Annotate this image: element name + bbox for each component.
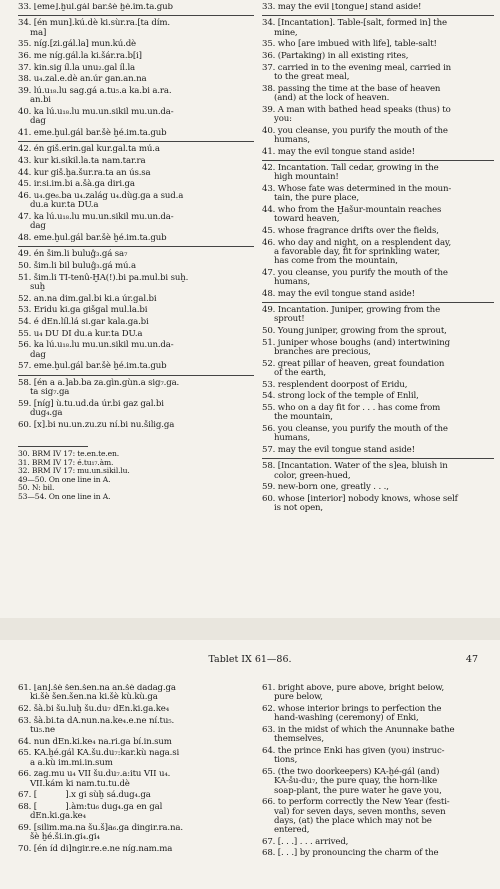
text-entry	[262, 381, 494, 390]
text-line: 38. u₄.zal.e.dè an.úr gan.an.na	[18, 74, 147, 85]
text-line: 43. Whose fate was determined in the moun-	[262, 183, 452, 194]
text-entry	[262, 446, 494, 455]
text-entry	[18, 330, 254, 339]
text-line: 39. A man with bathed head speaks (thus) to	[262, 104, 451, 115]
text-entry	[262, 290, 494, 299]
text-entry	[18, 749, 254, 768]
footnote: 50. N: bil.	[18, 483, 55, 493]
text-entry	[18, 40, 254, 49]
section-divider	[262, 302, 494, 303]
text-entry	[262, 206, 494, 225]
english-lines	[262, 3, 494, 514]
text-entry	[262, 339, 494, 358]
text-line: 58. [Incantation. Water of the s]ea, bluish in	[262, 461, 448, 472]
text-entry	[262, 392, 494, 401]
text-line: 37. carried in to the evening meal, carried in	[262, 62, 452, 73]
text-line: 62. whose interior brings to perfection the	[262, 703, 442, 714]
text-line: VII.kám ki nam.tu.tu.dè	[30, 778, 130, 789]
text-line: 59. [níg] ù.tu.ud.da úr.bi gaz gal.bi	[18, 398, 164, 409]
text-line: toward heaven,	[274, 214, 340, 225]
text-line: has come from the mountain,	[274, 256, 398, 267]
footnote: 53—54. On one line in A.	[18, 491, 111, 501]
text-line: ta sig₇.ga	[30, 387, 70, 397]
text-line: tions,	[274, 755, 298, 766]
text-line: suḫ	[30, 281, 46, 292]
text-line: 68. [. . .] by pronouncing the charm of the	[262, 848, 439, 859]
text-line: dag	[30, 349, 46, 360]
text-line: 41. may the evil tongue stand aside!	[262, 146, 415, 157]
text-entry	[18, 306, 254, 315]
text-entry	[18, 379, 254, 398]
text-line: branches are precious,	[274, 347, 371, 358]
text-line: sprout!	[274, 314, 305, 325]
text-line: 60. [x].bi nu.un.zu.zu ní.bi nu.šilig.ga	[18, 419, 175, 430]
text-entry	[18, 705, 254, 714]
text-line: dEn.ki.ga.ke₄	[30, 811, 86, 822]
text-entry	[18, 362, 254, 371]
text-entry	[18, 295, 254, 304]
running-header: Tablet IX 61—86.	[208, 654, 292, 665]
text-entry	[262, 404, 494, 423]
text-line: a a.kù im.mi.in.sum	[30, 757, 113, 768]
text-entry	[262, 327, 494, 336]
text-line: is not open,	[274, 503, 324, 514]
footnote: 49—50. On one line in A.	[18, 474, 111, 484]
text-entry	[262, 726, 494, 745]
section-divider	[262, 458, 494, 459]
text-line: 68. [ ].àm:tu₆ dug₄.ga en gal	[18, 802, 163, 812]
text-line: 60. whose [interior] nobody knows, whose self	[262, 494, 458, 505]
text-entry	[18, 400, 254, 419]
text-line: 37. kin.sig íl.la unu₂.gal íl.la	[18, 62, 136, 73]
text-entry	[262, 768, 494, 796]
text-line: 65. KA.ḫé.gál KA.šu.du₇:kar.kù naga.si	[18, 748, 180, 759]
text-line: 49. Incantation. Juniper, growing from the	[262, 305, 440, 316]
text-line: 54. strong lock of the temple of Enlil,	[262, 391, 419, 402]
text-line: 63. in the midst of which the Anunnake bathe	[262, 724, 455, 735]
text-line: dag	[30, 221, 46, 232]
text-entry	[18, 234, 254, 243]
text-line: humans,	[274, 277, 310, 288]
text-entry	[18, 213, 254, 232]
text-entry	[18, 684, 254, 703]
text-line: 57. may the evil tongue stand aside!	[262, 445, 415, 456]
text-line: 41. eme.ḫul.gál bar.šè ḫé.im.ta.gub	[18, 128, 167, 138]
text-line: 36. (Partaking) in all existing rites,	[262, 50, 409, 61]
text-entry	[18, 157, 254, 166]
text-line: ma]	[30, 27, 47, 38]
text-line: dag	[30, 116, 46, 127]
text-entry	[262, 360, 494, 379]
text-entry	[262, 3, 494, 12]
text-line: (and) at the lock of heaven.	[274, 92, 390, 103]
text-line: 63. šà.bi.ta dA.nun.na.ke₄.e.ne ní.tu₅.	[18, 715, 175, 726]
text-line: 40. you cleanse, you purify the mouth of the	[262, 125, 448, 136]
text-line: 62. šà.bi šu.luḫ šu.du₇ dEn.ki.ga.ke₄	[18, 703, 170, 714]
text-line: days, (at) the place which may not be	[274, 815, 432, 826]
text-entry	[18, 274, 254, 293]
text-line: 47. ka lú.u₁₈.lu mu.un.sikil mu.un.da-	[18, 212, 174, 223]
text-entry	[18, 180, 254, 189]
english-column	[262, 3, 494, 615]
section-divider	[262, 160, 494, 161]
text-line: 44. who from the Ḫašur-mountain reaches	[262, 204, 442, 215]
text-entry	[18, 52, 254, 61]
english-lines	[262, 684, 494, 859]
text-line: 43. kur ki.sikil.la.ta nam.tar.ra	[18, 155, 146, 166]
text-line: 42. Incantation. Tall cedar, growing in the	[262, 162, 439, 173]
text-line: entered,	[274, 825, 310, 836]
sumerian-lines	[18, 684, 254, 854]
text-entry	[262, 64, 494, 83]
footnote: 31. BRM IV 17: é.tu₁₇.àm.	[18, 457, 114, 467]
footnote-rule	[18, 446, 88, 447]
page-lower	[0, 640, 500, 889]
text-entry	[262, 106, 494, 125]
text-line: 65. (the two doorkeepers) KA-ḫé-gál (and)	[262, 766, 440, 777]
text-line: high mountain!	[274, 172, 339, 183]
text-entry	[262, 462, 494, 481]
text-line: 53. resplendent doorpost of Eridu,	[262, 379, 408, 390]
text-line: 56. you cleanse, you purify the mouth of the	[262, 424, 448, 435]
text-line: 67. [ ].x gi sùḫ sá.dug₄.ga	[18, 790, 151, 801]
text-line: pure below,	[274, 692, 323, 703]
text-line: soap-plant, the pure water he gave you,	[274, 785, 442, 796]
text-line: 50. Young juniper, growing from the sprout,	[262, 326, 447, 337]
text-line: 34. [Incantation]. Table-[salt, formed in] the	[262, 18, 447, 29]
text-entry	[262, 40, 494, 49]
text-entry	[262, 705, 494, 724]
text-entry	[18, 824, 254, 843]
text-entry	[18, 19, 254, 38]
text-entry	[262, 185, 494, 204]
text-line: 48. eme.ḫul.gál bar.šè ḫé.im.ta.gub	[18, 233, 167, 244]
text-line: 38. passing the time at the base of heaven	[262, 83, 441, 94]
text-line: 55. u₄ DU DI du.a kur.ta DU.a	[18, 328, 143, 339]
text-line: ki.šè šen.šen.na ki.šè kù.kù.ga	[30, 692, 158, 703]
text-line: hand-washing (ceremony) of Enki,	[274, 713, 419, 724]
text-line: 40. ka lú.u₁₈.lu mu.un.sikil mu.un.da-	[18, 107, 174, 118]
text-entry	[262, 85, 494, 104]
text-line: 52. an.na dim.gal.bi ki.a úr.gal.bi	[18, 293, 157, 304]
text-line: 51. juniper whose boughs (and) intertwining	[262, 337, 450, 348]
text-line: 57. eme.ḫul.gál bar.šè ḫé.im.ta.gub	[18, 361, 167, 372]
text-line: 56. ka lú.u₁₈.lu mu.un.sikil mu.un.da-	[18, 340, 174, 351]
text-line: 47. you cleanse, you purify the mouth of the	[262, 267, 448, 278]
text-entry	[262, 495, 494, 514]
section-divider	[18, 141, 254, 142]
text-line: 33. [eme].ḫul.gál bar.šè ḫé.im.ta.gub	[18, 3, 173, 12]
text-entry	[18, 192, 254, 211]
text-line: 58. [én a a.]ab.ba za.gìn.gùn.a sig₇.ga.	[18, 377, 180, 388]
text-entry	[18, 791, 254, 800]
text-entry	[18, 717, 254, 736]
text-line: 66. zag.mu u₄ VII šu.du₇.a:itu VII u₄.	[18, 769, 171, 780]
text-line: tain, the pure place,	[274, 193, 359, 204]
text-line: of the earth,	[274, 368, 326, 379]
text-line: 42. én giš.erin.gal kur.gal.ta mú.a	[18, 144, 160, 155]
text-line: 36. me níg.gál.la ki.šár.ra.b[i]	[18, 50, 142, 61]
text-line: 54. é dEn.líl.lá si.gar kala.ga.bi	[18, 317, 149, 328]
text-entry	[18, 262, 254, 271]
text-entry	[18, 770, 254, 789]
text-entry	[262, 798, 494, 835]
text-entry	[262, 425, 494, 444]
text-line: an.bi	[30, 95, 51, 106]
text-entry	[262, 838, 494, 847]
section-divider	[18, 375, 254, 376]
text-line: 45. whose fragrance drifts over the fields,	[262, 225, 439, 236]
text-entry	[262, 849, 494, 858]
text-entry	[18, 64, 254, 73]
text-line: 45. ir.si.im.bi a.šà.ga diri.ga	[18, 179, 135, 190]
text-line: KA-šu-du₇, the pure quay, the horn-like	[274, 776, 438, 787]
text-line: 49. én šim.li buluĝ₃.gá sa₇	[18, 249, 128, 260]
text-entry	[18, 318, 254, 327]
text-line: 35. níg.[zi.gál.la] mun.kú.dè	[18, 39, 136, 50]
section-divider	[18, 15, 254, 16]
text-line: humans,	[274, 134, 310, 145]
text-line: 50. šim.li bil buluĝ₃.gá mú.a	[18, 261, 136, 271]
text-line: 33. may the evil [tongue] stand aside!	[262, 3, 422, 12]
text-entry	[18, 250, 254, 259]
text-line: mine,	[274, 27, 298, 38]
text-line: 53. Eridu ki.ga gišgal mul.la.bi	[18, 305, 148, 316]
text-line: 66. to perform correctly the New Year (festi-	[262, 797, 450, 808]
text-entry	[18, 87, 254, 106]
text-entry	[18, 129, 254, 138]
text-line: 46. who day and night, on a resplendent day,	[262, 237, 452, 248]
sumerian-column	[18, 3, 254, 603]
text-entry	[262, 164, 494, 183]
text-line: 48. may the evil tongue stand aside!	[262, 288, 415, 299]
text-entry	[18, 738, 254, 747]
text-line: 64. nun dEn.ki.ke₄ na.ri.ga bí.in.sum	[18, 736, 172, 747]
text-entry	[262, 483, 494, 492]
sumerian-column	[18, 684, 254, 889]
text-line: humans,	[274, 433, 310, 444]
text-line: 64. the prince Enki has given (you) instruc-	[262, 745, 445, 756]
text-line: 39. lú.u₁₈.lu sag.gá a.tu₅.a ka.bi a.ra.	[18, 86, 172, 97]
text-entry	[262, 747, 494, 766]
text-line: to the great meal,	[274, 71, 350, 82]
page-number: 47	[465, 654, 478, 665]
text-entry	[18, 75, 254, 84]
text-entry	[262, 52, 494, 61]
text-entry	[262, 148, 494, 157]
text-line: 44. kur giš.ḫa.šur.ra.ta an ús.sa	[18, 167, 151, 178]
text-line: themselves,	[274, 734, 324, 745]
text-line: 34. [én mun].kú.dè ki.sùr.ra.[ta dím.	[18, 18, 170, 29]
text-entry	[262, 306, 494, 325]
english-column	[262, 684, 494, 889]
text-line: 46. u₄.ge₆.ba u₄.zalág u₄.dùg.ga a sud.a	[18, 191, 184, 202]
text-line: 61. [an].šè šen.šen.na an.šè dadag.ga	[18, 684, 176, 693]
text-line: 69. [silim.ma.na šu.š]a₆.ga dingir.ra.na.	[18, 822, 183, 833]
text-line: 61. bright above, pure above, bright below,	[262, 684, 445, 693]
text-line: 59. new-born one, greatly . . .,	[262, 482, 389, 493]
text-line: color, green-hued,	[274, 470, 351, 481]
footnotes	[18, 446, 254, 502]
text-line: tu₅.ne	[30, 724, 55, 735]
text-entry	[18, 421, 254, 430]
text-line: dug₄.ga	[30, 407, 63, 418]
text-line: val) for seven days, seven months, seven	[274, 806, 446, 817]
text-entry	[18, 169, 254, 178]
text-entry	[262, 684, 494, 703]
section-divider	[18, 246, 254, 247]
text-line: a favorable day, fit for sprinkling water,	[274, 246, 440, 257]
text-line: 67. [. . .] . . . arrived,	[262, 836, 349, 847]
text-line: you:	[274, 113, 292, 124]
text-line: 51. šim.li TI-tenû-ḪA(!).bi pa.mul.bi suḫ.	[18, 272, 189, 283]
footnote: 30. BRM IV 17: te.en.te.en.	[18, 448, 119, 458]
sumerian-lines	[18, 3, 254, 430]
text-line: du.a kur.ta DU.a	[30, 200, 99, 211]
text-entry	[18, 145, 254, 154]
text-line: šè ḫé.ši.in.gi₄.gi₄	[30, 832, 100, 843]
text-entry	[262, 127, 494, 146]
text-entry	[262, 19, 494, 38]
page-gutter	[0, 618, 500, 640]
text-entry	[262, 269, 494, 288]
text-line: 52. great pillar of heaven, great foundation	[262, 358, 445, 369]
text-entry	[18, 3, 254, 12]
text-line: the mountain,	[274, 412, 333, 423]
text-line: 35. who [are imbued with life], table-salt!	[262, 39, 437, 50]
text-entry	[18, 341, 254, 360]
text-entry	[18, 108, 254, 127]
section-divider	[262, 15, 494, 16]
text-entry	[262, 239, 494, 267]
footnote: 32. BRM IV 17: mu.un.sikil.lu.	[18, 466, 130, 476]
text-entry	[262, 227, 494, 236]
text-line: 55. who on a day fit for . . . has come from	[262, 403, 441, 414]
text-line: 70. [én íd di]ngir.re.e.ne níg.nam.ma	[18, 843, 173, 854]
text-entry	[18, 803, 254, 822]
text-entry	[18, 845, 254, 854]
